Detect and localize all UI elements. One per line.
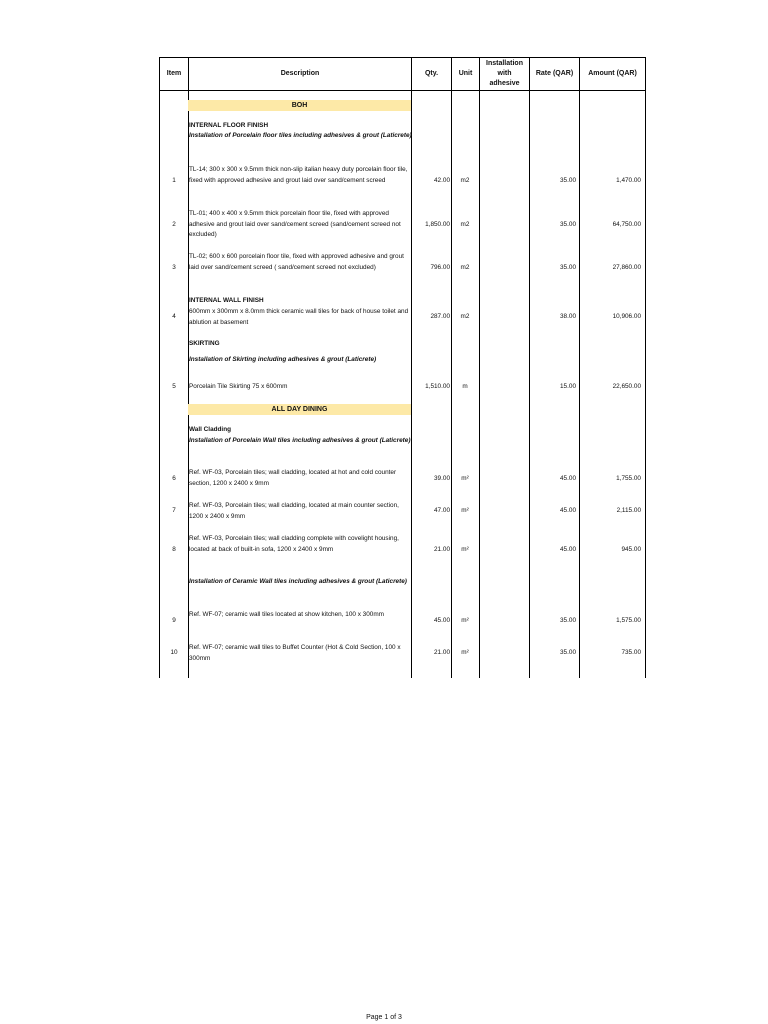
row-item-number: 9: [172, 617, 176, 624]
section-title: SKIRTING: [189, 340, 220, 347]
row-rate: 35.00: [560, 177, 576, 184]
row-rate: 38.00: [560, 313, 576, 320]
section-subtitle: Installation of Porcelain Wall tiles including adhesives & grout (Laticrete): [189, 437, 411, 444]
row-description: TL-01; 400 x 400 x 9.5mm thick porcelain floor tile, fixed with approved adhesive and grout laid over sand/cement screed (sand/cement screed not excluded): [189, 210, 401, 239]
row-qty: 21.00: [434, 649, 450, 656]
row-unit: m²: [461, 475, 469, 482]
row-description: Ref. WF-07; ceramic wall tiles located at show kitchen, 100 x 300mm: [189, 611, 384, 618]
row-amount: 1,470.00: [616, 177, 641, 184]
row-rate: 15.00: [560, 383, 576, 390]
header-description: Description: [280, 70, 320, 77]
row-rate: 35.00: [560, 221, 576, 228]
row-amount: 1,755.00: [616, 475, 641, 482]
header-qty: Qty.: [424, 70, 439, 77]
section-title: Wall Cladding: [189, 426, 232, 433]
row-amount: 1,575.00: [616, 617, 641, 624]
row-rate: 45.00: [560, 546, 576, 553]
section-title: INTERNAL WALL FINISH: [189, 297, 264, 304]
col-divider: [579, 58, 580, 678]
section-band-boh: BOH: [188, 100, 411, 111]
row-rate: 45.00: [560, 507, 576, 514]
row-item-number: 4: [172, 313, 176, 320]
row-unit: m²: [461, 546, 469, 553]
row-qty: 39.00: [434, 475, 450, 482]
row-amount: 735.00: [621, 649, 641, 656]
row-amount: 2,115.00: [616, 507, 641, 514]
row-item-number: 6: [172, 475, 176, 482]
row-rate: 35.00: [560, 649, 576, 656]
header-amount: Amount (QAR): [588, 70, 637, 77]
row-unit: m²: [461, 507, 469, 514]
row-description: Ref. WF-03, Porcelain tiles; wall cladding, located at main counter section, 1200 x 2400 x 9mm: [189, 502, 399, 520]
row-qty: 21.00: [434, 546, 450, 553]
col-divider: [479, 58, 480, 678]
row-amount: 27,860.00: [612, 264, 641, 271]
header-divider: [160, 90, 645, 91]
row-description: Porcelain Tile Skirting 75 x 600mm: [189, 383, 288, 390]
section-title: INTERNAL FLOOR FINISH: [189, 122, 269, 129]
row-amount: 64,750.00: [612, 221, 641, 228]
row-item-number: 10: [170, 649, 178, 656]
row-unit: m²: [461, 617, 469, 624]
header-unit: Unit: [458, 70, 473, 77]
header-installation: Installation with adhesive: [486, 60, 523, 87]
header-item: Item: [166, 70, 182, 77]
row-item-number: 8: [172, 546, 176, 553]
section-subtitle: Installation of Skirting including adhesives & grout (Laticrete): [189, 356, 377, 363]
row-unit: m2: [460, 177, 470, 184]
row-rate: 45.00: [560, 475, 576, 482]
col-divider: [529, 58, 530, 678]
section-subtitle: Installation of Porcelain floor tiles including adhesives & grout (Laticrete): [189, 132, 412, 139]
row-item-number: 7: [172, 507, 176, 514]
section-band-all-day-dining: ALL DAY DINING: [188, 404, 411, 415]
row-qty: 796.00: [430, 264, 450, 271]
row-unit: m2: [460, 264, 470, 271]
row-qty: 45.00: [434, 617, 450, 624]
row-description: 600mm x 300mm x 8.0mm thick ceramic wall tiles for back of house toilet and ablution at basement: [189, 308, 409, 326]
row-unit: m2: [460, 313, 470, 320]
row-qty: 1,510.00: [425, 383, 450, 390]
header-rate: Rate (QAR): [535, 70, 574, 77]
row-description: TL-02; 600 x 600 porcelain floor tile, fixed with approved adhesive and grout laid over sand/cement screed ( sand/cement screed not excluded): [189, 253, 404, 271]
row-description: Ref. WF-03, Porcelain tiles; wall cladding complete with covelight housing, located at back of built-in sofa, 1200 x 2400 x 9mm: [189, 535, 399, 553]
row-item-number: 5: [172, 383, 176, 390]
col-divider: [451, 58, 452, 678]
row-item-number: 2: [172, 221, 176, 228]
row-item-number: 3: [172, 264, 176, 271]
row-unit: m²: [461, 649, 469, 656]
row-unit: m2: [460, 221, 470, 228]
row-qty: 47.00: [434, 507, 450, 514]
row-item-number: 1: [172, 177, 176, 184]
section-subtitle: Installation of Ceramic Wall tiles including adhesives & grout (Laticrete): [189, 578, 407, 585]
row-qty: 1,850.00: [425, 221, 450, 228]
row-unit: m: [462, 383, 468, 390]
row-qty: 42.00: [434, 177, 450, 184]
row-rate: 35.00: [560, 617, 576, 624]
row-amount: 22,650.00: [612, 383, 641, 390]
page-footer: Page 1 of 3: [366, 1014, 402, 1021]
boq-table: [159, 57, 646, 678]
row-amount: 945.00: [621, 546, 641, 553]
row-qty: 287.00: [430, 313, 450, 320]
row-description: Ref. WF-07; ceramic wall tiles to Buffet Counter (Hot & Cold Section, 100 x 300mm: [189, 644, 401, 662]
row-amount: 10,906.00: [612, 313, 641, 320]
row-description: TL-14; 300 x 300 x 9.5mm thick non-slip italian heavy duty porcelain floor tile, fixed with approved adhesive and grout laid over sand/cement screed: [189, 166, 408, 184]
row-rate: 35.00: [560, 264, 576, 271]
row-description: Ref. WF-03, Porcelain tiles; wall cladding, located at hot and cold counter section, 1200 x 2400 x 9mm: [189, 469, 397, 487]
